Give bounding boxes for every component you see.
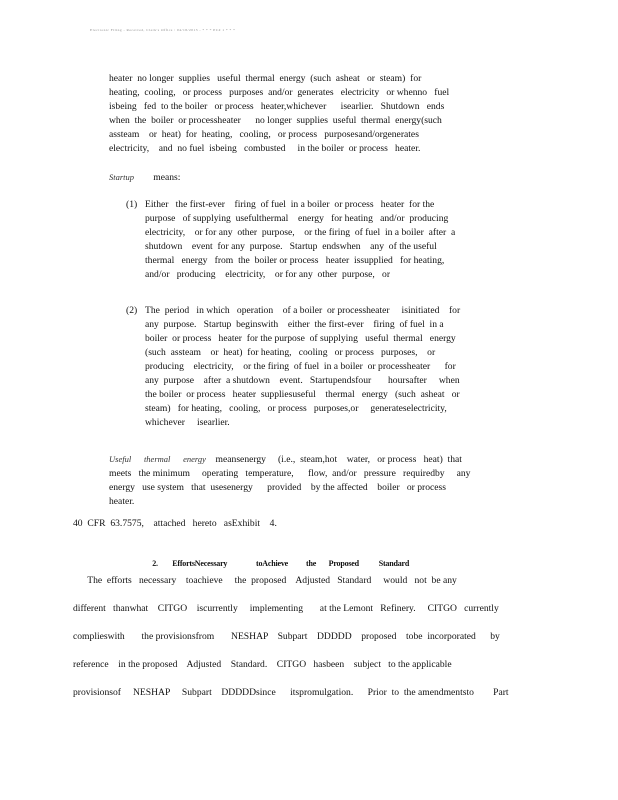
section-number: 2.	[152, 559, 158, 568]
section-title: EffortsNecessary toAchieve the Proposed Standard	[172, 559, 410, 568]
text-line: Either the first-ever firing of fuel in a boiler or process heater for the	[145, 199, 435, 210]
defined-term: Startup	[109, 172, 135, 182]
text-line: different thanwhat CITGO iscurrently implementing at the Lemont Refinery. CITGO currently	[73, 603, 499, 614]
text-line: isbeing fed to the boiler or process heater,whichever isearlier. Shutdown ends	[109, 101, 445, 112]
text-line	[109, 452, 509, 467]
section-heading	[145, 550, 409, 577]
text-line: meets the minimum operating temperature, flow, and/or pressure requiredby any	[109, 468, 471, 479]
text-line: and/or producing electricity, or for any other purpose, or	[145, 269, 391, 280]
startup-item-1	[126, 198, 506, 288]
text-line: boiler or process heater for the purpose of supplying useful thermal energy	[145, 333, 456, 344]
text-line: when the boiler or processheater no longer supplies useful thermal energy(such	[109, 115, 442, 126]
startup-definition-term	[109, 170, 509, 185]
definition-text: meansenergy (i.e., steam,hot water, or process heat) that	[215, 454, 462, 465]
text-line: heater.	[109, 496, 135, 507]
text-line: heater no longer supplies useful thermal energy (such asheat or steam) for	[109, 73, 422, 84]
text-line: any purpose after a shutdown event. Startupendsfour hoursafter when	[145, 375, 460, 386]
item-body	[145, 304, 460, 430]
text-line: provisionsof NESHAP Subpart DDDDDsince itspromulgation. Prior to the amendmentsto Part	[73, 687, 509, 698]
citation: 40 CFR 63.7575, attached hereto asExhibit 4.	[73, 518, 277, 529]
text-line: purpose of supplying usefulthermal energy for heating and/or producing	[145, 213, 449, 224]
shutdown-definition-continuation	[109, 72, 509, 156]
text-line: producing electricity, or the firing of fuel in a boiler or processheater for	[145, 361, 456, 372]
text-line: The efforts necessary toachieve the proposed Adjusted Standard would not be any	[73, 575, 457, 586]
text-line: (such assteam or heat) for heating, cooling or process purposes, or	[145, 347, 436, 358]
defined-term: Useful thermal energy	[109, 454, 206, 464]
text-line: whichever isearlier.	[145, 417, 230, 428]
text-line: any purpose. Startup beginswith either the first-ever firing of fuel in a	[145, 319, 444, 330]
item-number: (2)	[126, 305, 138, 316]
text-line: assteam or heat) for heating, cooling, or process purposesand/orgenerates	[109, 129, 419, 140]
item-number: (1)	[126, 199, 138, 210]
text-line: energy use system that usesenergy provided by the affected boiler or process	[109, 482, 447, 493]
startup-item-2	[126, 304, 506, 434]
text-line: complieswith the provisionsfrom NESHAP Subpart DDDDD proposed tobe incorporated by	[73, 631, 500, 642]
text-line: shutdown event for any purpose. Startup endswhen any of the useful	[145, 241, 437, 252]
text-line: reference in the proposed Adjusted Standard. CITGO hasbeen subject to the applicable	[73, 659, 452, 670]
text-line: thermal energy from the boiler or process heater issupplied for heating,	[145, 255, 445, 266]
definition-connector: means:	[153, 172, 181, 183]
text-line: heating, cooling, or process purposes and/or generates electricity or whenno fuel	[109, 87, 450, 98]
page-header-stamp: Electronic Filing - Received, Clerk's Office : 04/18/2013 - * * * PC# 1 * * *	[90, 28, 236, 32]
text-line: electricity, or for any other purpose, or the firing of fuel in a boiler after a	[145, 227, 456, 238]
useful-thermal-energy-definition	[109, 452, 509, 509]
text-line: steam) for heating, cooling, or process purposes,or generateselectricity,	[145, 403, 447, 414]
text-line: electricity, and no fuel isbeing combusted in the boiler or process heater.	[109, 143, 421, 154]
text-line: The period in which operation of a boiler or processheater isinitiated for	[145, 305, 461, 316]
item-body	[145, 198, 455, 282]
text-line: the boiler or process heater suppliesuseful thermal energy (such asheat or	[145, 389, 460, 400]
